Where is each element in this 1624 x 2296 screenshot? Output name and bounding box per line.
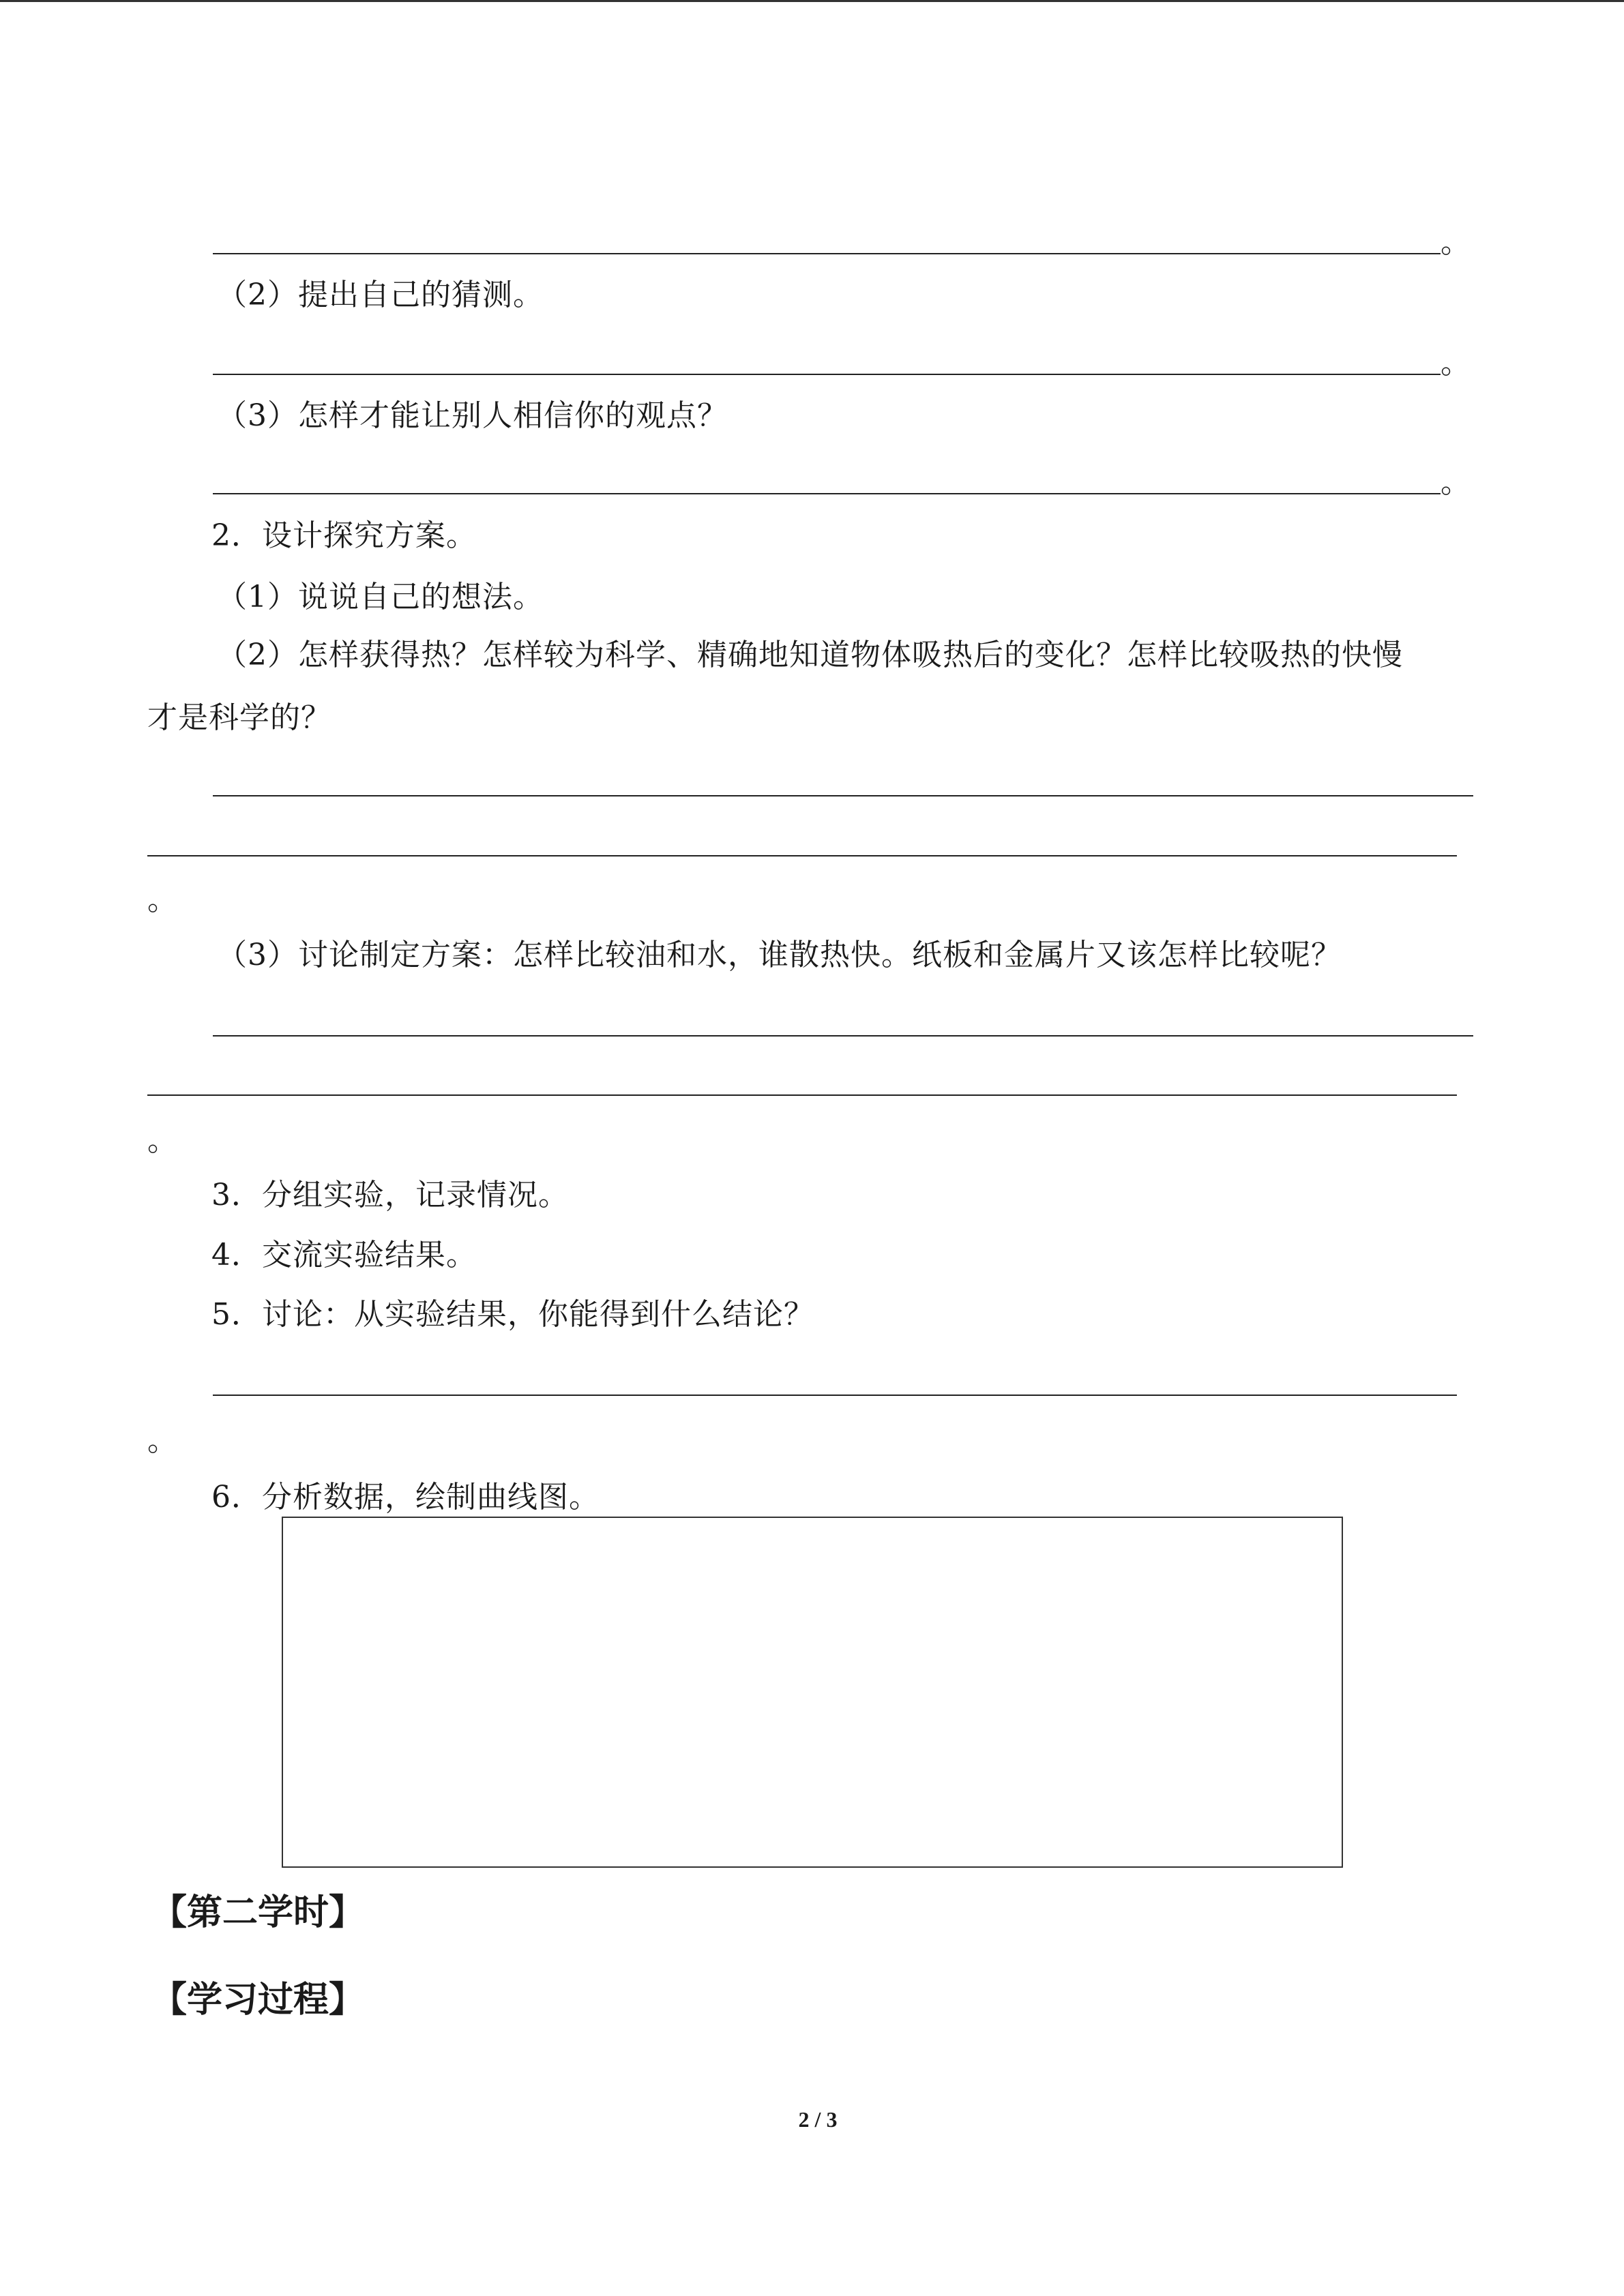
answer-line bbox=[147, 1094, 1457, 1096]
period-mark: 。 bbox=[1441, 346, 1471, 381]
section-draw-graph: 6．分析数据，绘制曲线图。 bbox=[211, 1480, 600, 1515]
heading-learning-process: 【学习过程】 bbox=[151, 1979, 365, 2021]
question-heat-line2: 才是科学的？ bbox=[147, 700, 331, 735]
period-mark: 。 bbox=[147, 882, 177, 917]
section-design-plan: 2．设计探究方案。 bbox=[211, 518, 477, 553]
answer-line bbox=[213, 493, 1441, 494]
section-group-experiment: 3．分组实验，记录情况。 bbox=[211, 1178, 569, 1212]
question-convince: （3）怎样才能让别人相信你的观点？ bbox=[217, 398, 728, 433]
answer-line bbox=[213, 1035, 1473, 1037]
question-discuss-plan: （3）讨论制定方案：怎样比较油和水，谁散热快。纸板和金属片又该怎样比较呢？ bbox=[217, 938, 1342, 972]
period-mark: 。 bbox=[1441, 225, 1471, 260]
period-mark: 。 bbox=[147, 1123, 177, 1158]
answer-line bbox=[213, 795, 1473, 796]
period-mark: 。 bbox=[147, 1423, 177, 1458]
top-border bbox=[0, 0, 1624, 2]
section-share-results: 4．交流实验结果。 bbox=[211, 1238, 477, 1272]
answer-line bbox=[213, 374, 1441, 375]
section-discussion: 5．讨论：从实验结果，你能得到什么结论？ bbox=[211, 1297, 814, 1332]
question-guess: （2）提出自己的猜测。 bbox=[217, 278, 544, 312]
graph-drawing-box bbox=[282, 1517, 1343, 1868]
answer-line bbox=[147, 855, 1457, 856]
question-ideas: （1）说说自己的想法。 bbox=[217, 580, 544, 614]
page-number: 2 / 3 bbox=[798, 2107, 838, 2132]
answer-line bbox=[213, 1395, 1457, 1396]
question-heat-line1: （2）怎样获得热？怎样较为科学、精确地知道物体吸热后的变化？怎样比较吸热的快慢 bbox=[217, 638, 1403, 672]
period-mark: 。 bbox=[1441, 465, 1471, 500]
answer-line bbox=[213, 253, 1441, 254]
heading-second-period: 【第二学时】 bbox=[151, 1892, 365, 1933]
